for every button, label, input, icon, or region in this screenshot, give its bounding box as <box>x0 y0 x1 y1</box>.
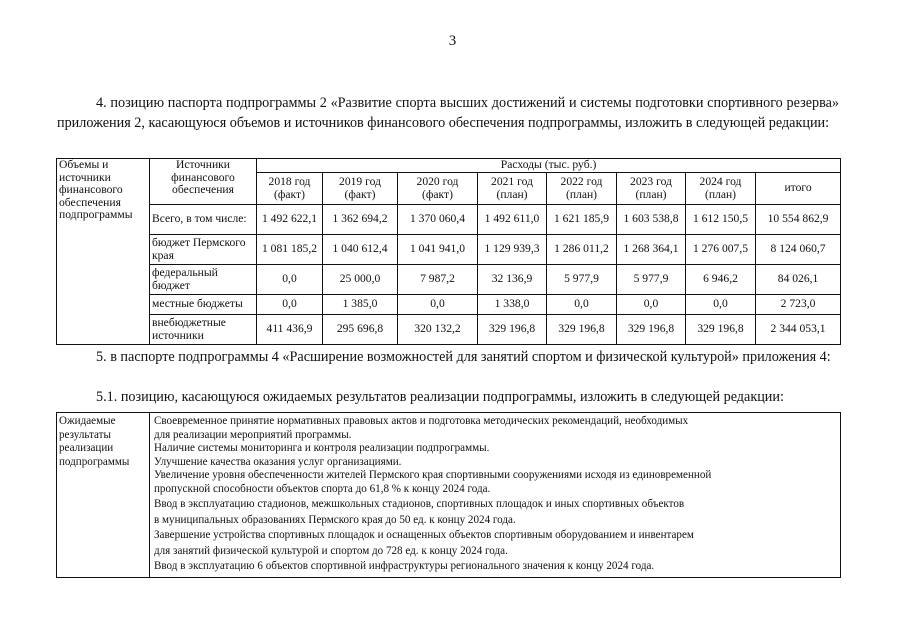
value-cell: 1 338,0 <box>478 295 547 315</box>
value-cell: 5 977,9 <box>547 265 617 295</box>
value-cell: 2 723,0 <box>756 295 841 315</box>
value-cell: 5 977,9 <box>617 265 686 295</box>
value-cell: 25 000,0 <box>323 265 398 295</box>
value-cell: 295 696,8 <box>323 315 398 345</box>
value-cell: 1 370 060,4 <box>398 205 478 235</box>
paragraph-5: 5. в паспорте подпрограммы 4 «Расширение возможностей для занятий спортом и физической культурой» приложения 4: <box>96 349 831 365</box>
value-cell: 329 196,8 <box>686 315 756 345</box>
value-cell: 84 026,1 <box>756 265 841 295</box>
year-header: 2019 год (факт) <box>323 173 398 205</box>
sources-header: Источники финансового обеспечения <box>150 159 257 205</box>
expected-results-label: Ожидаемые результаты реализации подпрограммы <box>57 413 150 578</box>
value-cell: 1 286 011,2 <box>547 235 617 265</box>
source-cell: Всего, в том числе: <box>150 205 257 235</box>
paragraph-4: 4. позицию паспорта подпрограммы 2 «Развитие спорта высших достижений и системы подготовки спортивного резерва» приложения 2, касающуюся объемов и источников финансового обеспечения подпрограммы, изложить в следующей редакции: <box>57 95 839 131</box>
value-cell: 1 081 185,2 <box>257 235 323 265</box>
value-cell: 0,0 <box>257 295 323 315</box>
year-header: 2023 год (план) <box>617 173 686 205</box>
result-line: Улучшение качества оказания услуг организациями. <box>154 455 402 468</box>
value-cell: 1 492 622,1 <box>257 205 323 235</box>
value-cell: 7 987,2 <box>398 265 478 295</box>
result-line: для занятий физической культурой и спортом до 728 ед. к концу 2024 года. <box>154 544 508 557</box>
result-line: Своевременное принятие нормативных правовых актов и подготовка методических рекомендаций, необходимых <box>154 415 689 427</box>
source-cell: федеральный бюджет <box>150 265 257 295</box>
result-line: Увеличение уровня обеспеченности жителей Пермского края спортивными сооружениями исходя из единовременной <box>154 469 712 481</box>
value-cell: 0,0 <box>547 295 617 315</box>
value-cell: 2 344 053,1 <box>756 315 841 345</box>
table-row <box>57 295 841 315</box>
value-cell: 1 621 185,9 <box>547 205 617 235</box>
financing-label-cell: Объемы и источники финансового обеспечения подпрограммы <box>57 159 150 345</box>
value-cell: 320 132,2 <box>398 315 478 345</box>
value-cell: 1 040 612,4 <box>323 235 398 265</box>
table-row <box>57 205 841 235</box>
value-cell: 0,0 <box>257 265 323 295</box>
financing-table <box>56 158 841 345</box>
value-cell: 8 124 060,7 <box>756 235 841 265</box>
value-cell: 1 385,0 <box>323 295 398 315</box>
value-cell: 329 196,8 <box>478 315 547 345</box>
table-row <box>57 315 841 345</box>
value-cell: 1 612 150,5 <box>686 205 756 235</box>
source-cell: бюджет Пермского края <box>150 235 257 265</box>
year-header: 2021 год (план) <box>478 173 547 205</box>
value-cell: 329 196,8 <box>617 315 686 345</box>
result-line: пропускной способности объектов спорта до 61,8 % к концу 2024 года. <box>154 482 491 495</box>
value-cell: 1 268 364,1 <box>617 235 686 265</box>
value-cell: 0,0 <box>617 295 686 315</box>
year-header: 2024 год (план) <box>686 173 756 205</box>
value-cell: 6 946,2 <box>686 265 756 295</box>
expenses-header: Расходы (тыс. руб.) <box>257 159 841 173</box>
year-header: 2018 год (факт) <box>257 173 323 205</box>
value-cell: 1 276 007,5 <box>686 235 756 265</box>
result-line: Ввод в эксплуатацию стадионов, межшкольных стадионов, спортивных площадок и иных спортивных объектов <box>154 498 685 510</box>
value-cell: 411 436,9 <box>257 315 323 345</box>
result-line: в муниципальных образованиях Пермского края до 50 ед. к концу 2024 года. <box>154 513 516 526</box>
source-cell: местные бюджеты <box>150 295 257 315</box>
source-cell: внебюджетные источники <box>150 315 257 345</box>
table-row <box>57 235 841 265</box>
value-cell: 1 041 941,0 <box>398 235 478 265</box>
value-cell: 32 136,9 <box>478 265 547 295</box>
result-line: Завершение устройства спортивных площадок и оснащенных объектов спортивным оборудованием и инвентарем <box>154 529 694 541</box>
year-header: 2020 год (факт) <box>398 173 478 205</box>
value-cell: 0,0 <box>686 295 756 315</box>
table-row <box>57 265 841 295</box>
value-cell: 0,0 <box>398 295 478 315</box>
year-header: 2022 год (план) <box>547 173 617 205</box>
value-cell: 329 196,8 <box>547 315 617 345</box>
value-cell: 10 554 862,9 <box>756 205 841 235</box>
value-cell: 1 492 611,0 <box>478 205 547 235</box>
total-header: итого <box>756 173 841 205</box>
page-number: 3 <box>448 33 457 49</box>
expected-results-table <box>56 412 841 578</box>
paragraph-5-1: 5.1. позицию, касающуюся ожидаемых результатов реализации подпрограммы, изложить в следующей редакции: <box>96 389 784 405</box>
value-cell: 1 129 939,3 <box>478 235 547 265</box>
value-cell: 1 603 538,8 <box>617 205 686 235</box>
result-line: для реализации мероприятий программы. <box>154 428 352 441</box>
value-cell: 1 362 694,2 <box>323 205 398 235</box>
result-line: Ввод в эксплуатацию 6 объектов спортивной инфраструктуры регионального значения к концу 2024 года. <box>154 560 655 572</box>
result-line: Наличие системы мониторинга и контроля реализации подпрограммы. <box>154 442 490 454</box>
expected-results-text <box>150 413 841 578</box>
